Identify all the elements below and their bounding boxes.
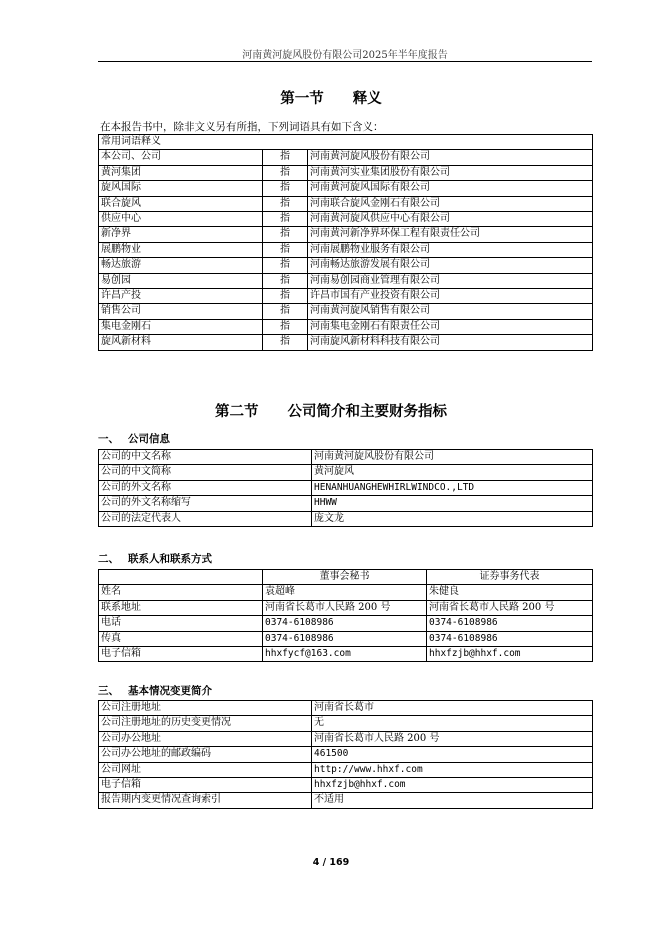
definition-term: 许昌产投 (99, 289, 263, 304)
definition-term: 展鹏物业 (99, 242, 263, 257)
definition-term: 销售公司 (99, 304, 263, 319)
basic-info-row (99, 716, 593, 731)
definition-term: 旋风新材料 (99, 335, 263, 350)
page-number: 4 / 169 (312, 857, 350, 868)
basic-info-row (99, 762, 593, 777)
definition-row (99, 289, 593, 304)
section2-title: 第二节 公司简介和主要财务指标 (215, 404, 447, 420)
representative-value: hhxfzjb@hhxf.com (427, 647, 593, 662)
company-info-value: 黄河旋风 (312, 465, 593, 480)
secretary-value: hhxfycf@163.com (263, 647, 427, 662)
definition-separator: 指 (263, 212, 308, 227)
company-info-value: 河南黄河旋风股份有限公司 (312, 450, 593, 465)
company-info-row (99, 511, 593, 526)
definition-row (99, 242, 593, 257)
basic-info-value: 不适用 (312, 793, 593, 808)
definition-text: 河南展鹏物业服务有限公司 (308, 242, 593, 257)
company-info-label: 公司的中文名称 (99, 450, 312, 465)
definition-separator: 指 (263, 227, 308, 242)
company-info-row (99, 450, 593, 465)
basic-info-title: 基本情况变更简介 (128, 685, 212, 697)
basic-info-value: 461500 (312, 747, 593, 762)
section1-title: 第一节 释义 (280, 91, 382, 107)
definition-text: 河南易创园商业管理有限公司 (308, 273, 593, 288)
basic-info-row (99, 793, 593, 808)
basic-info-label: 公司注册地址 (99, 701, 312, 716)
definition-separator: 指 (263, 242, 308, 257)
company-info-table (98, 449, 593, 527)
definition-text: 河南集电金刚石有限责任公司 (308, 319, 593, 334)
basic-info-value: hhxfzjb@hhxf.com (312, 778, 593, 793)
definition-separator: 指 (263, 319, 308, 334)
definition-text: 河南黄河实业集团股份有限公司 (308, 165, 593, 180)
secretary-value: 河南省长葛市人民路 200 号 (263, 600, 427, 615)
basic-info-value: 河南省长葛市人民路 200 号 (312, 731, 593, 746)
basic-info-value: 无 (312, 716, 593, 731)
definition-text: 河南黄河旋风供应中心有限公司 (308, 212, 593, 227)
definition-term: 新净界 (99, 227, 263, 242)
representative-value: 0374-6108986 (427, 631, 593, 646)
basic-info-row (99, 778, 593, 793)
definition-term: 本公司、公司 (99, 150, 263, 165)
company-info-label: 公司的中文简称 (99, 465, 312, 480)
definition-term: 供应中心 (99, 212, 263, 227)
company-info-label: 公司的外文名称缩写 (99, 496, 312, 511)
company-info-row (99, 465, 593, 480)
definition-text: 河南黄河旋风股份有限公司 (308, 150, 593, 165)
company-info-row (99, 480, 593, 495)
contacts-row (99, 616, 593, 631)
basic-info-value: 河南省长葛市 (312, 701, 593, 716)
basic-info-number: 三、 (98, 685, 119, 697)
definition-row (99, 335, 593, 350)
definition-row (99, 196, 593, 211)
definition-row (99, 304, 593, 319)
basic-info-table (98, 700, 593, 809)
contacts-row (99, 600, 593, 615)
definition-separator: 指 (263, 150, 308, 165)
definition-text: 许昌市国有产业投资有限公司 (308, 289, 593, 304)
contacts-label: 姓名 (99, 585, 263, 600)
definition-separator: 指 (263, 165, 308, 180)
secretary-value: 0374-6108986 (263, 616, 427, 631)
representative-value: 河南省长葛市人民路 200 号 (427, 600, 593, 615)
secretary-value: 0374-6108986 (263, 631, 427, 646)
definition-row (99, 273, 593, 288)
basic-info-label: 电子信箱 (99, 778, 312, 793)
definition-separator: 指 (263, 181, 308, 196)
basic-info-label: 公司注册地址的历史变更情况 (99, 716, 312, 731)
definition-row (99, 212, 593, 227)
definitions-header-row (99, 135, 593, 150)
contacts-header-representative: 证券事务代表 (427, 570, 593, 585)
contacts-header-secretary: 董事会秘书 (263, 570, 427, 585)
company-info-row (99, 496, 593, 511)
basic-info-row (99, 747, 593, 762)
basic-info-label: 公司办公地址 (99, 731, 312, 746)
definition-separator: 指 (263, 335, 308, 350)
definition-separator: 指 (263, 258, 308, 273)
contacts-header-row (99, 570, 593, 585)
contacts-label: 联系地址 (99, 600, 263, 615)
definition-term: 易创园 (99, 273, 263, 288)
secretary-value: 袁超峰 (263, 585, 427, 600)
contacts-row (99, 647, 593, 662)
basic-info-row (99, 731, 593, 746)
definition-term: 联合旋风 (99, 196, 263, 211)
definition-text: 河南联合旋风金刚石有限公司 (308, 196, 593, 211)
definition-row (99, 165, 593, 180)
definition-text: 河南旋风新材料科技有限公司 (308, 335, 593, 350)
definition-row (99, 181, 593, 196)
definition-separator: 指 (263, 304, 308, 319)
basic-info-value: http://www.hhxf.com (312, 762, 593, 777)
definition-row (99, 227, 593, 242)
representative-value: 0374-6108986 (427, 616, 593, 631)
section1-intro: 在本报告书中，除非文义另有所指，下列词语具有如下含义： (100, 121, 384, 133)
definition-separator: 指 (263, 273, 308, 288)
basic-info-label: 报告期内变更情况查询索引 (99, 793, 312, 808)
basic-info-label: 公司办公地址的邮政编码 (99, 747, 312, 762)
definition-term: 畅达旅游 (99, 258, 263, 273)
definition-term: 集电金刚石 (99, 319, 263, 334)
header-divider (98, 61, 592, 62)
definition-row (99, 150, 593, 165)
basic-info-row (99, 701, 593, 716)
definitions-header: 常用词语释义 (99, 135, 593, 150)
report-header: 河南黄河旋风股份有限公司2025年半年度报告 (242, 50, 448, 61)
contacts-number: 二、 (98, 553, 119, 565)
definitions-table (98, 134, 593, 351)
contacts-heading (98, 551, 212, 566)
contacts-title: 联系人和联系方式 (128, 553, 212, 565)
definition-separator: 指 (263, 196, 308, 211)
company-info-value: HHWW (312, 496, 593, 511)
company-info-value: HENANHUANGHEWHIRLWINDCO.,LTD (312, 480, 593, 495)
contacts-row (99, 631, 593, 646)
definition-text: 河南黄河旋风销售有限公司 (308, 304, 593, 319)
contacts-label: 电子信箱 (99, 647, 263, 662)
representative-value: 朱健良 (427, 585, 593, 600)
definition-text: 河南畅达旅游发展有限公司 (308, 258, 593, 273)
definition-row (99, 258, 593, 273)
company-info-value: 庞文龙 (312, 511, 593, 526)
company-info-label: 公司的法定代表人 (99, 511, 312, 526)
company-info-heading (98, 431, 170, 446)
definition-term: 旋风国际 (99, 181, 263, 196)
company-info-number: 一、 (98, 433, 119, 445)
contacts-label: 传真 (99, 631, 263, 646)
definition-separator: 指 (263, 289, 308, 304)
company-info-title: 公司信息 (128, 433, 170, 445)
contacts-header-blank (99, 570, 263, 585)
company-info-label: 公司的外文名称 (99, 480, 312, 495)
definition-text: 河南黄河旋风国际有限公司 (308, 181, 593, 196)
basic-info-label: 公司网址 (99, 762, 312, 777)
contacts-table (98, 569, 593, 662)
contacts-label: 电话 (99, 616, 263, 631)
definition-text: 河南黄河新净界环保工程有限责任公司 (308, 227, 593, 242)
definition-row (99, 319, 593, 334)
definition-term: 黄河集团 (99, 165, 263, 180)
basic-info-heading (98, 683, 212, 698)
contacts-row (99, 585, 593, 600)
